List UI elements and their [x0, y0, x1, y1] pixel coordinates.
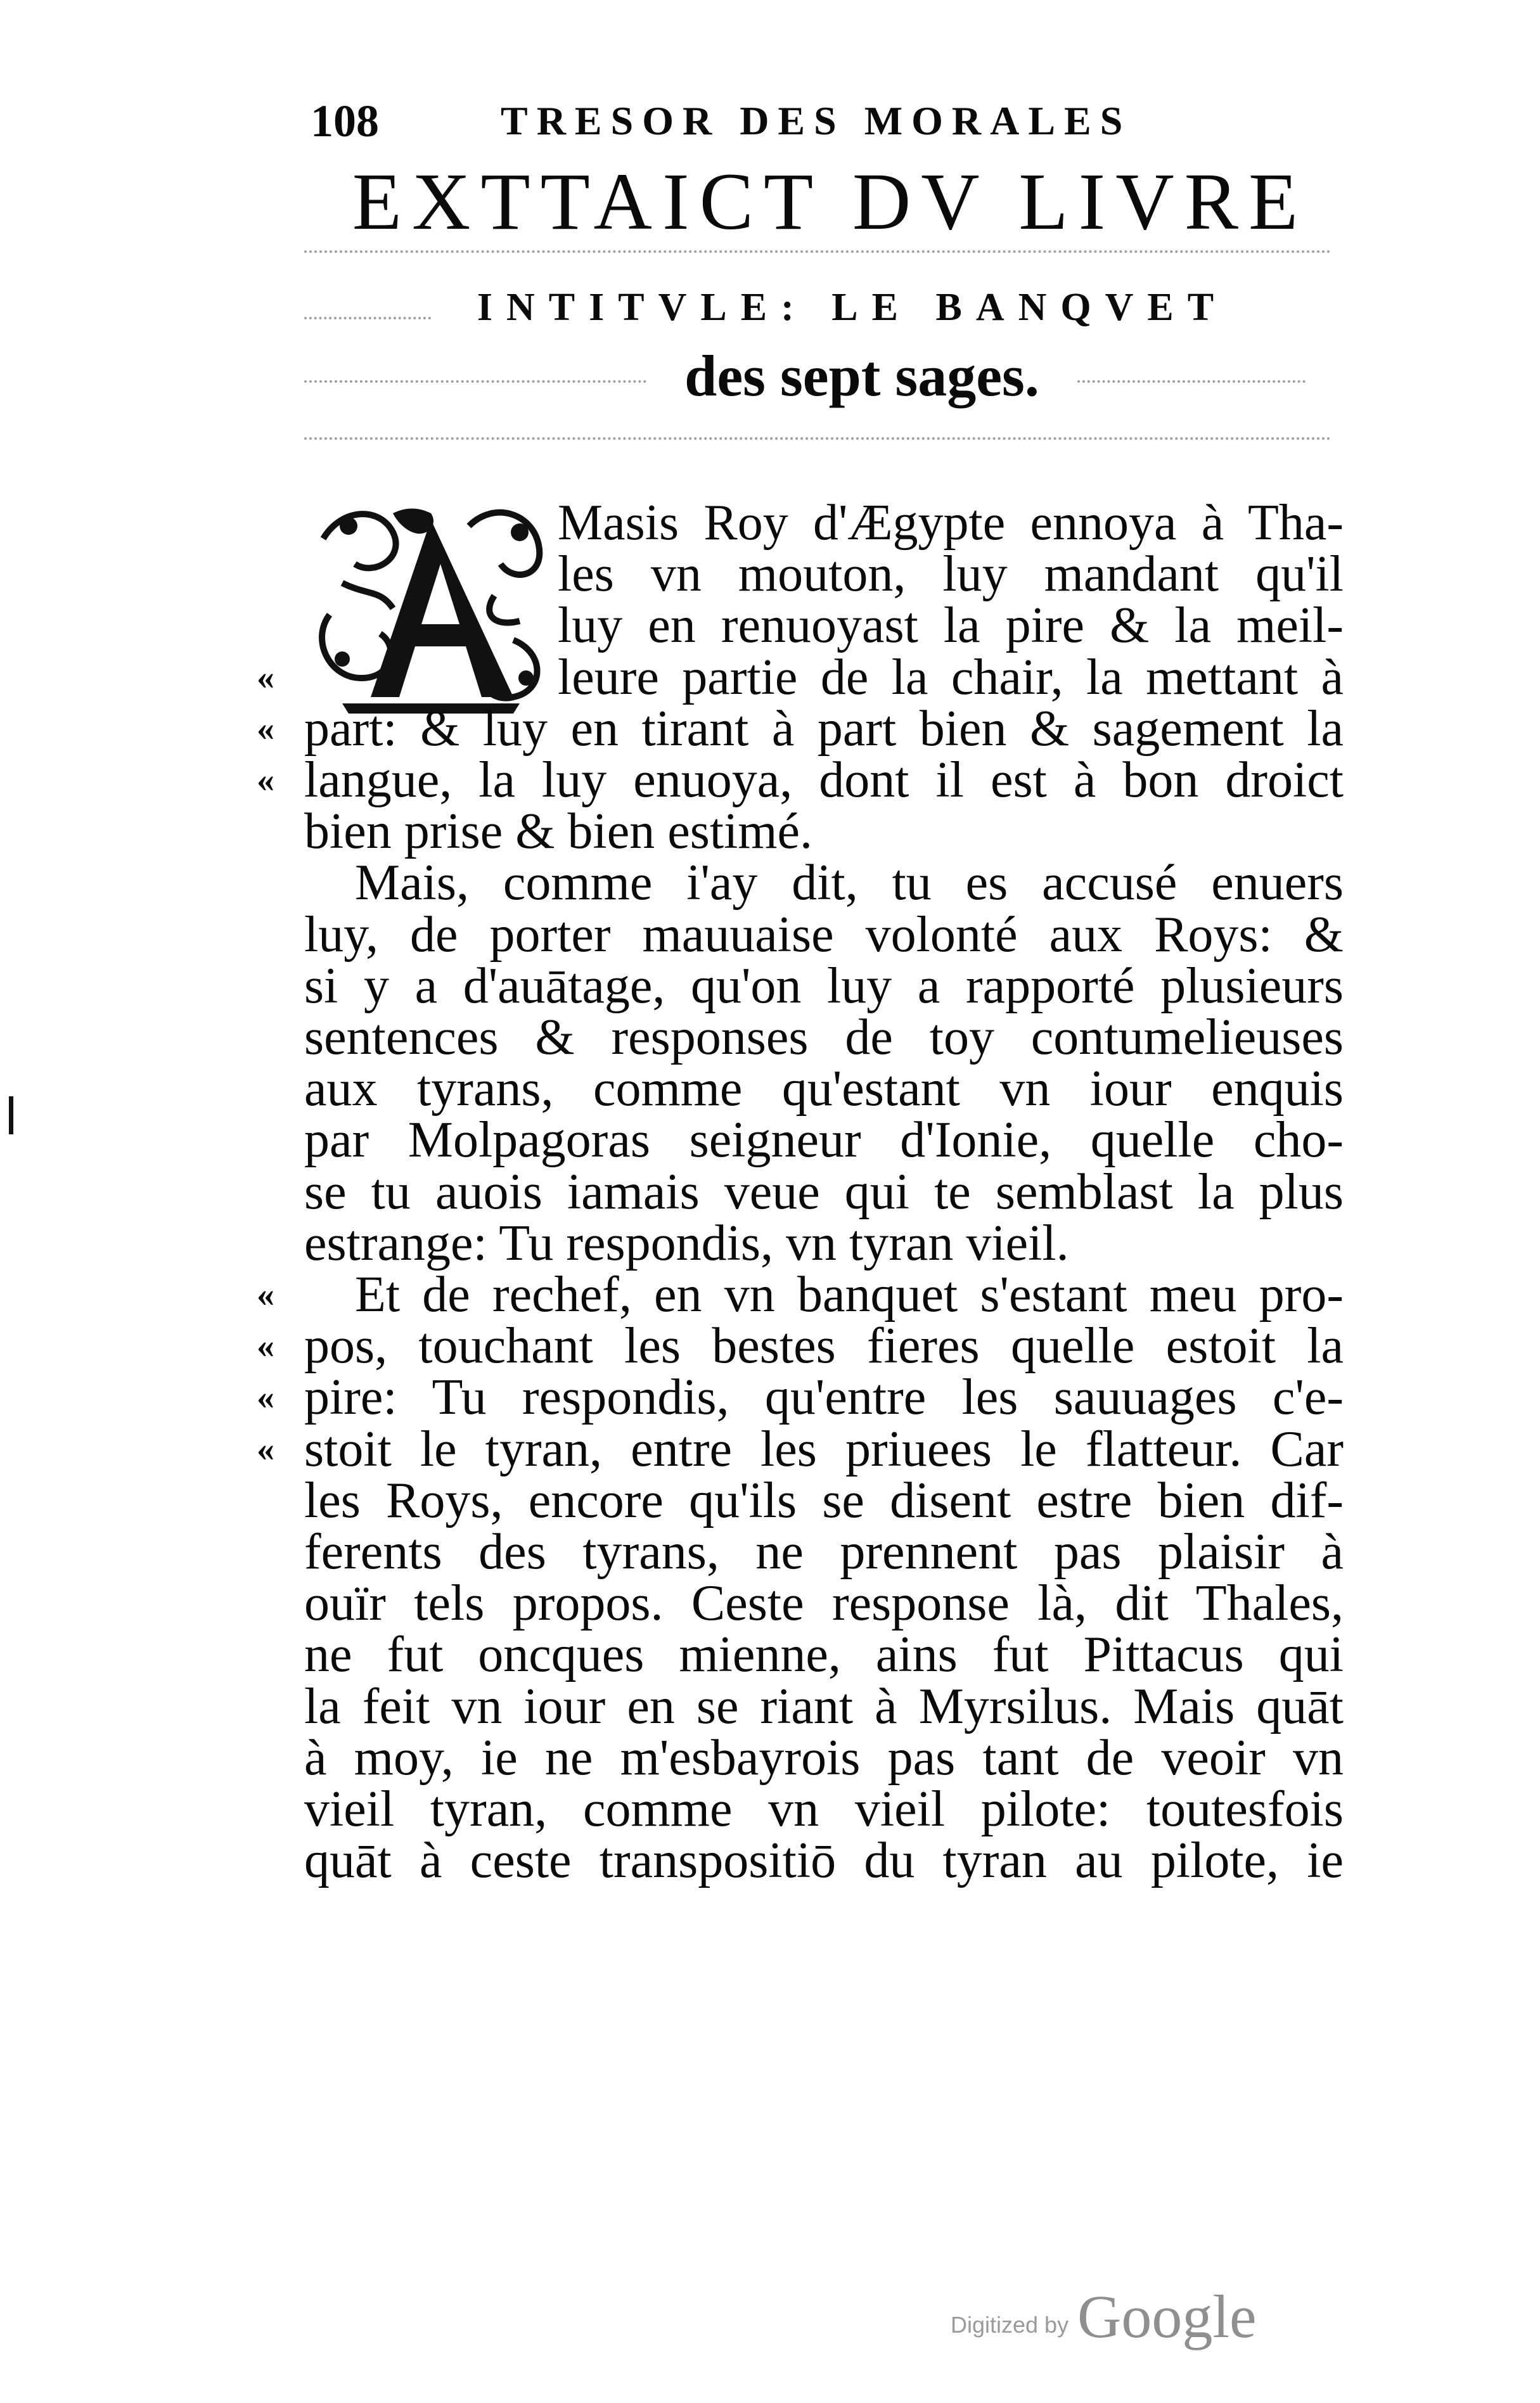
text-line: estrange: Tu respondis, vn tyran vieil.	[304, 1215, 1069, 1271]
text-line: langue, la luy enuoya, dont il est à bon droict	[304, 752, 1344, 808]
text-line: vieil tyran, comme vn vieil pilote: toutesfois	[304, 1781, 1344, 1837]
text-line: pire: Tu respondis, qu'entre les sauuages c'e-	[304, 1369, 1344, 1426]
watermark-prefix: Digitized by	[951, 2312, 1069, 2338]
text-line: bien prise & bien estimé.	[304, 804, 813, 860]
text-line: ouïr tels propos. Ceste response là, dit Thales,	[304, 1575, 1344, 1632]
text-line: pos, touchant les bestes fieres quelle estoit la	[304, 1318, 1344, 1375]
text-line: Masis Roy d'Ægypte ennoya à Tha-	[558, 495, 1344, 551]
watermark-brand: Google	[1077, 2283, 1257, 2350]
text-line: Mais, comme i'ay dit, tu es accusé enuers	[355, 855, 1344, 911]
margin-quote-mark: «	[257, 657, 274, 697]
text-line: luy, de porter mauuaise volonté aux Roys: &	[304, 906, 1344, 963]
page-number: 108	[311, 96, 379, 146]
text-line: si y a d'auātage, qu'on luy a rapporté plusieurs	[304, 958, 1344, 1014]
running-title: TRESOR DES MORALES	[501, 98, 1132, 143]
text-line: à moy, ie ne m'esbayrois pas tant de veoir vn	[304, 1729, 1344, 1786]
text-line: luy en renuoyast la pire & la meil-	[558, 598, 1344, 654]
text-line: quāt à ceste transpositiō du tyran au pilote, ie	[304, 1833, 1344, 1889]
ornamental-drop-cap-icon	[304, 488, 558, 716]
margin-quote-mark: «	[257, 1275, 274, 1314]
text-line: par Molpagoras seigneur d'Ionie, quelle cho-	[304, 1112, 1344, 1169]
scan-noise	[304, 380, 646, 393]
text-line: sentences & responses de toy contumelieuses	[304, 1009, 1344, 1065]
text-line: ne fut oncques mienne, ains fut Pittacus qui	[304, 1627, 1344, 1683]
chapter-heading-line-2: INTITVLE: LE BANQVET	[477, 286, 1228, 329]
chapter-heading-line-1: EXTTAICT DV LIVRE	[352, 157, 1309, 247]
text-line: les vn mouton, luy mandant qu'il	[558, 546, 1344, 603]
chapter-heading-line-3: des sept sages.	[684, 343, 1039, 408]
margin-quote-mark: «	[257, 1429, 274, 1469]
text-line: Et de rechef, en vn banquet s'estant meu pro-	[355, 1267, 1344, 1323]
digitized-by-google-watermark	[951, 2281, 1293, 2351]
margin-quote-mark: «	[257, 760, 274, 800]
running-head	[311, 95, 1236, 152]
scan-artifact-bar	[9, 1096, 13, 1134]
text-line: se tu auois iamais veue qui te semblast la plus	[304, 1163, 1344, 1220]
text-line: les Roys, encore qu'ils se disent estre bien dif-	[304, 1472, 1344, 1528]
scan-noise	[1077, 380, 1306, 393]
scan-noise	[304, 437, 1331, 450]
margin-quote-mark: «	[257, 1378, 274, 1418]
text-line: part: & luy en tirant à part bien & sagement la	[304, 700, 1344, 757]
text-line: stoit le tyran, entre les priuees le flatteur. Car	[304, 1421, 1344, 1477]
scan-noise	[304, 250, 1331, 263]
text-line: leure partie de la chair, la mettant à	[558, 649, 1344, 705]
text-line: aux tyrans, comme qu'estant vn iour enquis	[304, 1061, 1344, 1117]
margin-quote-mark: «	[257, 708, 274, 748]
text-line: ferents des tyrans, ne prennent pas plaisir à	[304, 1524, 1344, 1580]
text-line: la feit vn iour en se riant à Myrsilus. Mais quāt	[304, 1678, 1344, 1734]
scan-noise	[304, 317, 431, 330]
margin-quote-mark: «	[257, 1326, 274, 1366]
